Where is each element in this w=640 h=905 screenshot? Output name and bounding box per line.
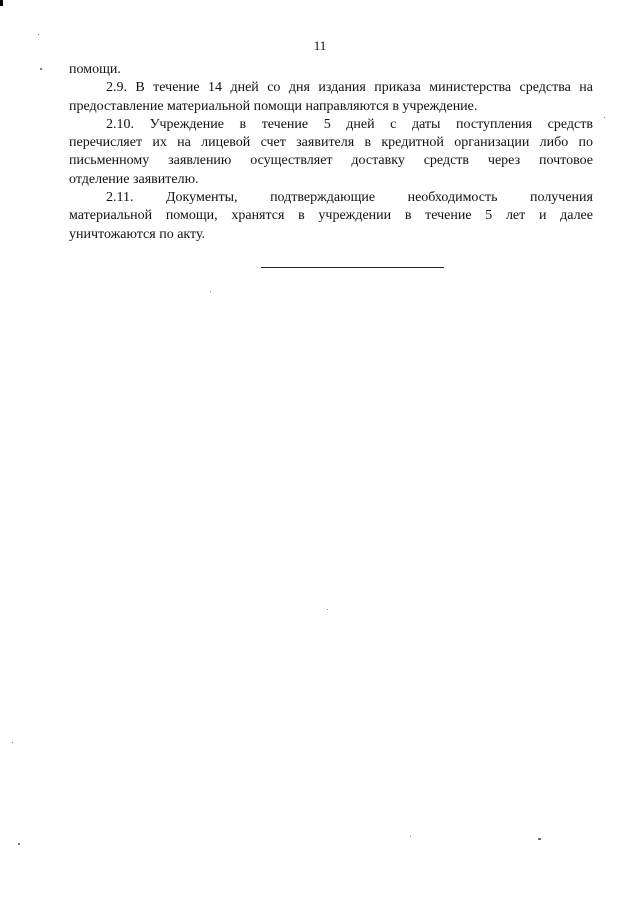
scan-speck bbox=[410, 836, 411, 837]
scan-speck bbox=[38, 34, 39, 35]
text-line: помощи. bbox=[69, 62, 121, 77]
paragraph-2-10-line-2: перечисляет их на лицевой счет заявителя в кредитной организации либо по bbox=[69, 135, 593, 151]
scan-speck bbox=[210, 291, 211, 292]
page-number: 11 bbox=[313, 38, 327, 53]
document-body bbox=[69, 61, 593, 244]
scan-speck bbox=[327, 609, 328, 610]
scan-speck bbox=[538, 838, 541, 840]
scan-speck bbox=[40, 68, 42, 70]
paragraph-2-11-line-3: уничтожаются по акту. bbox=[69, 226, 206, 242]
paragraph-2-11-line-1: 2.11. Документы, подтверждающие необходимость получения bbox=[106, 190, 593, 206]
scan-speck bbox=[604, 117, 605, 118]
end-divider-line bbox=[261, 267, 444, 268]
paragraph-2-10-line-1: 2.10. Учреждение в течение 5 дней с даты поступления средств bbox=[106, 116, 593, 132]
paragraph-2-9-line-1: 2.9. В течение 14 дней со дня издания приказа министерства средства на bbox=[106, 80, 593, 96]
scan-corner-mark bbox=[0, 0, 3, 6]
paragraph-2-11-line-2: материальной помощи, хранятся в учреждении в течение 5 лет и далее bbox=[69, 208, 593, 224]
paragraph-2-10-line-4: отделение заявителю. bbox=[69, 171, 199, 187]
paragraph-2-10-line-3: письменному заявлению осуществляет доставку средств через почтовое bbox=[69, 153, 593, 169]
scan-speck bbox=[12, 742, 13, 743]
paragraph-2-9-line-2: предоставление материальной помощи направляются в учреждение. bbox=[69, 98, 478, 114]
scan-speck bbox=[18, 843, 20, 845]
